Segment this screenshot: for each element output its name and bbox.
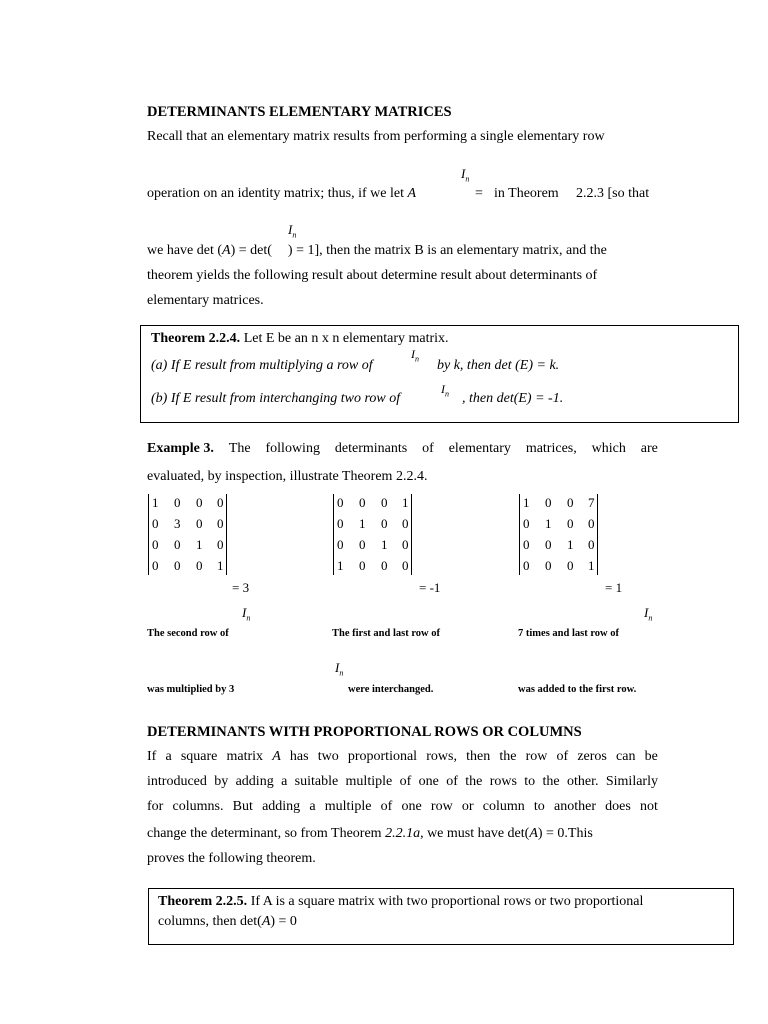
para1-line2-eq: = [475,186,483,201]
matrix-cell: 0 [217,495,224,510]
caption-matrix-3-line1: 7 times and last row of [518,628,620,639]
matrix-cell: 1 [523,495,530,510]
identity-symbol: $I_n$ [242,605,251,623]
theorem1-part-b-post: , then det(E) = -1. [462,391,564,406]
matrix-cell: 0 [402,516,409,531]
matrix-1-result: = 3 [232,580,250,595]
determinant-matrix-1 [148,494,227,575]
matrix-cell: 0 [217,516,224,531]
theorem1-part-a: (a) If E result from multiplying a row of [151,358,373,373]
para2-line2: introduced by adding a suitable multiple of one of the rows to the other. Similarly [147,774,658,789]
matrix-cell: 0 [196,495,203,510]
matrix-cell: 0 [381,516,388,531]
matrix-cell: 0 [588,537,595,552]
matrix-cell: 0 [402,537,409,552]
theorem1-title: Theorem 2.2.4. Let E be an n x n elementary matrix. [151,331,449,346]
matrix-cell: 0 [402,558,409,573]
matrix-cell: 0 [567,516,574,531]
matrix-cell: 0 [337,495,344,510]
matrix-cell: 1 [196,537,203,552]
matrix-cell: 0 [152,537,159,552]
matrix-cell: 0 [359,495,366,510]
matrix-2-result: = -1 [419,580,441,595]
matrix-cell: 0 [588,516,595,531]
matrix-cell: 0 [217,537,224,552]
determinant-matrix-3 [519,494,598,575]
matrix-cell: 0 [381,558,388,573]
section-heading-elementary: DETERMINANTS ELEMENTARY MATRICES [147,104,452,120]
matrix-cell: 0 [196,558,203,573]
matrix-cell: 0 [152,516,159,531]
matrix-cell: 1 [152,495,159,510]
caption-matrix-1-line2: was multiplied by 3 [147,684,235,695]
para1-line5: elementary matrices. [147,293,264,308]
matrix-cell: 1 [588,558,595,573]
matrix-cell: 0 [523,516,530,531]
matrix-cell: 0 [523,537,530,552]
matrix-cell: 0 [523,558,530,573]
matrix-cell: 3 [174,516,181,531]
section-heading-proportional: DETERMINANTS WITH PROPORTIONAL ROWS OR COLUMNS [147,724,582,740]
para2-line4: change the determinant, so from Theorem 2.2.1a, we must have det(A) = 0.This [147,826,593,841]
theorem1-part-a-post: by k, then det (E) = k. [437,358,560,373]
identity-symbol: $I_n$ [644,605,653,623]
theorem2-line1: Theorem 2.2.5. If A is a square matrix with two proportional rows or two proportional [158,894,644,909]
matrix-cell: 1 [217,558,224,573]
para1-line4: theorem yields the following result about determine result about determinants of [147,268,598,283]
example-line2: evaluated, by inspection, illustrate Theorem 2.2.4. [147,469,428,484]
matrix-cell: 1 [567,537,574,552]
identity-symbol: $I_n$ [288,222,297,240]
matrix-cell: 1 [545,516,552,531]
para2-line1: If a square matrix A has two proportional rows, then the row of zeros can be [147,749,658,764]
matrix-cell: 0 [567,495,574,510]
para1-line2-b: in Theorem [494,186,559,201]
matrix-cell: 0 [359,558,366,573]
matrix-cell: 0 [359,537,366,552]
matrix-cell: 1 [381,537,388,552]
para1-line3: we have det (A) = det( ) = 1], then the matrix B is an elementary matrix, and the [147,243,607,258]
matrix-cell: 0 [381,495,388,510]
matrix-cell: 0 [337,537,344,552]
identity-symbol: $I_n$ [335,660,344,678]
matrix-cell: 0 [174,495,181,510]
matrix-cell: 0 [545,537,552,552]
matrix-cell: 0 [567,558,574,573]
para1-line2-ref: 2.2.3 [so that [576,186,650,201]
matrix-cell: 0 [174,558,181,573]
matrix-cell: 1 [402,495,409,510]
matrix-cell: 7 [588,495,595,510]
caption-matrix-2-line1: The first and last row of [332,628,441,639]
para2-line3: for columns. But adding a multiple of one row or column to another does not [147,799,658,814]
matrix-3-result: = 1 [605,580,623,595]
matrix-cell: 0 [545,495,552,510]
matrix-cell: 0 [174,537,181,552]
caption-matrix-3-line2: was added to the first row. [518,684,637,695]
matrix-cell: 0 [152,558,159,573]
matrix-cell: 0 [545,558,552,573]
identity-symbol: $I_n$ [411,347,419,364]
determinant-matrix-2 [333,494,412,575]
para2-line5: proves the following theorem. [147,851,316,866]
matrix-cell: 0 [196,516,203,531]
example-line1: Example 3. The following determinants of elementary matrices, which are [147,441,658,456]
matrix-cell: 0 [337,516,344,531]
theorem1-part-b: (b) If E result from interchanging two row of [151,391,401,406]
theorem2-line2: columns, then det(A) = 0 [158,914,297,929]
para1-line2: operation on an identity matrix; thus, if we let A [147,186,417,201]
caption-matrix-2-line2: were interchanged. [348,684,434,695]
identity-symbol: $I_n$ [461,166,470,184]
matrix-cell: 1 [359,516,366,531]
matrix-cell: 1 [337,558,344,573]
caption-matrix-1-line1: The second row of [147,628,229,639]
para1-line1: Recall that an elementary matrix results from performing a single elementary row [147,129,605,144]
identity-symbol: $I_n$ [441,382,449,399]
